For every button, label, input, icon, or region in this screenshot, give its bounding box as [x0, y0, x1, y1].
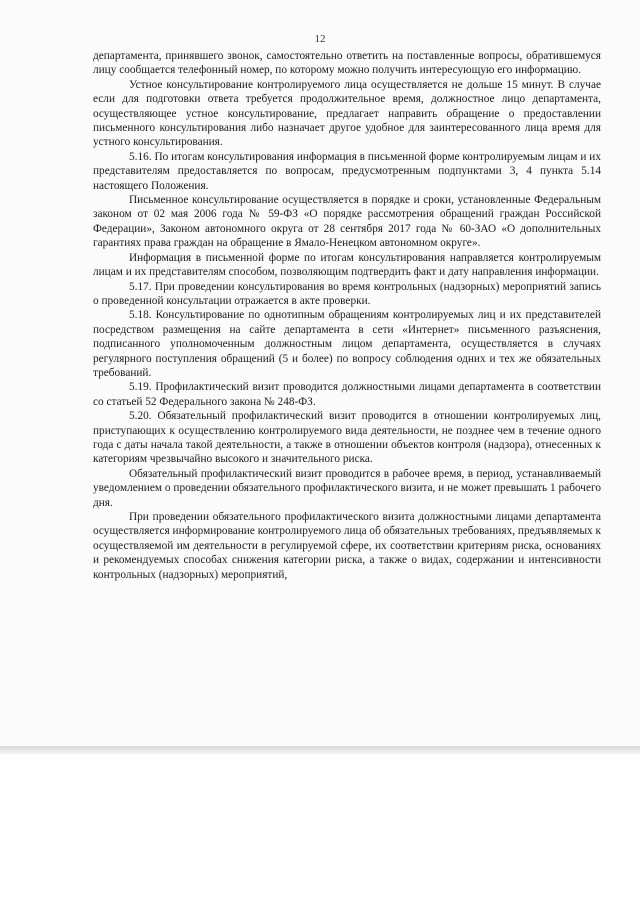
paragraph-5-20: 5.20. Обязательный профилактический визит проводится в отношении контролируемых лиц, приступающих к осуществлению контролируемого вида деятельности, не позднее чем в течение одного года с даты начала такой деятельности, а также в отношении объектов контроля (надзора), отнесенных к категориям чрезвычайно высокого и значительного риска. — [93, 410, 601, 466]
paragraph-5-16: 5.16. По итогам консультирования информация в письменной форме контролируемым лицам и их представителям предоставляется по вопросам, предусмотренным подпунктами 3, 4 пункта 5.14 настоящего Положения. — [93, 150, 601, 192]
paragraph-visit-time: Обязательный профилактический визит проводится в рабочее время, в период, устанавливаемый уведомлением о проведении обязательного профилактического визита, и не может превышать 1 рабочего дня. — [93, 467, 601, 509]
paragraph-written-consultation: Письменное консультирование осуществляется в порядке и сроки, установленные Федеральным законом от 02 мая 2006 года № 59-ФЗ «О порядке рассмотрения обращений граждан Российской Федерации», Законом автономного округа от 28 сентября 2017 года № 60-ЗАО «О дополнительных гарантиях права граждан на обращение в Ямало-Ненецком автономном округе». — [93, 194, 601, 250]
paragraph-5-19: 5.19. Профилактический визит проводится должностными лицами департамента в соответствии со статьей 52 Федерального закона № 248-ФЗ. — [93, 381, 601, 408]
paragraph-visit-information: При проведении обязательного профилактического визита должностными лицами департамента осуществляется информирование контролируемого лица об обязательных требованиях, предъявляемых к осуществляемой им деятельности в регулируемой сфере, их соответствии критериям риска, основаниях и рекомендуемых способах снижения категории риска, а также о видах, содержании и интенсивности контрольных (надзорных) мероприятий, — [93, 511, 601, 581]
paragraph-continuation: департамента, принявшего звонок, самостоятельно ответить на поставленные вопросы, обратившемуся лицу сообщается телефонный номер, по которому можно получить интересующую его информацию. — [93, 50, 601, 77]
paragraph-written-information: Информация в письменной форме по итогам консультирования направляется контролируемым лицам и их представителям способом, позволяющим подтвердить факт и дату направления информации. — [93, 251, 601, 279]
page-number: 12 — [314, 33, 326, 45]
scan-edge — [0, 746, 640, 754]
document-body — [93, 49, 601, 582]
paragraph-5-17: 5.17. При проведении консультирования во время контрольных (надзорных) мероприятий запись о проведенной консультации отражается в акте проверки. — [93, 280, 601, 307]
paragraph-5-18: 5.18. Консультирование по однотипным обращениям контролируемых лиц и их представителей посредством размещения на сайте департамента в сети «Интернет» письменного разъяснения, подписанного уполномоченным должностным лицом департамента, осуществляется в случаях регулярного поступления обращений (5 и более) по вопросу соблюдения одних и тех же обязательных требований. — [93, 309, 601, 379]
paragraph-oral-consultation: Устное консультирование контролируемого лица осуществляется не дольше 15 минут. В случае если для подготовки ответа требуется продолжительное время, должностное лицо департамента, осуществляющее устное консультирование, предлагает направить обращение о предоставлении письменного консультирования либо назначает другое удобное для заинтересованного лица время для устного консультирования. — [93, 78, 601, 149]
